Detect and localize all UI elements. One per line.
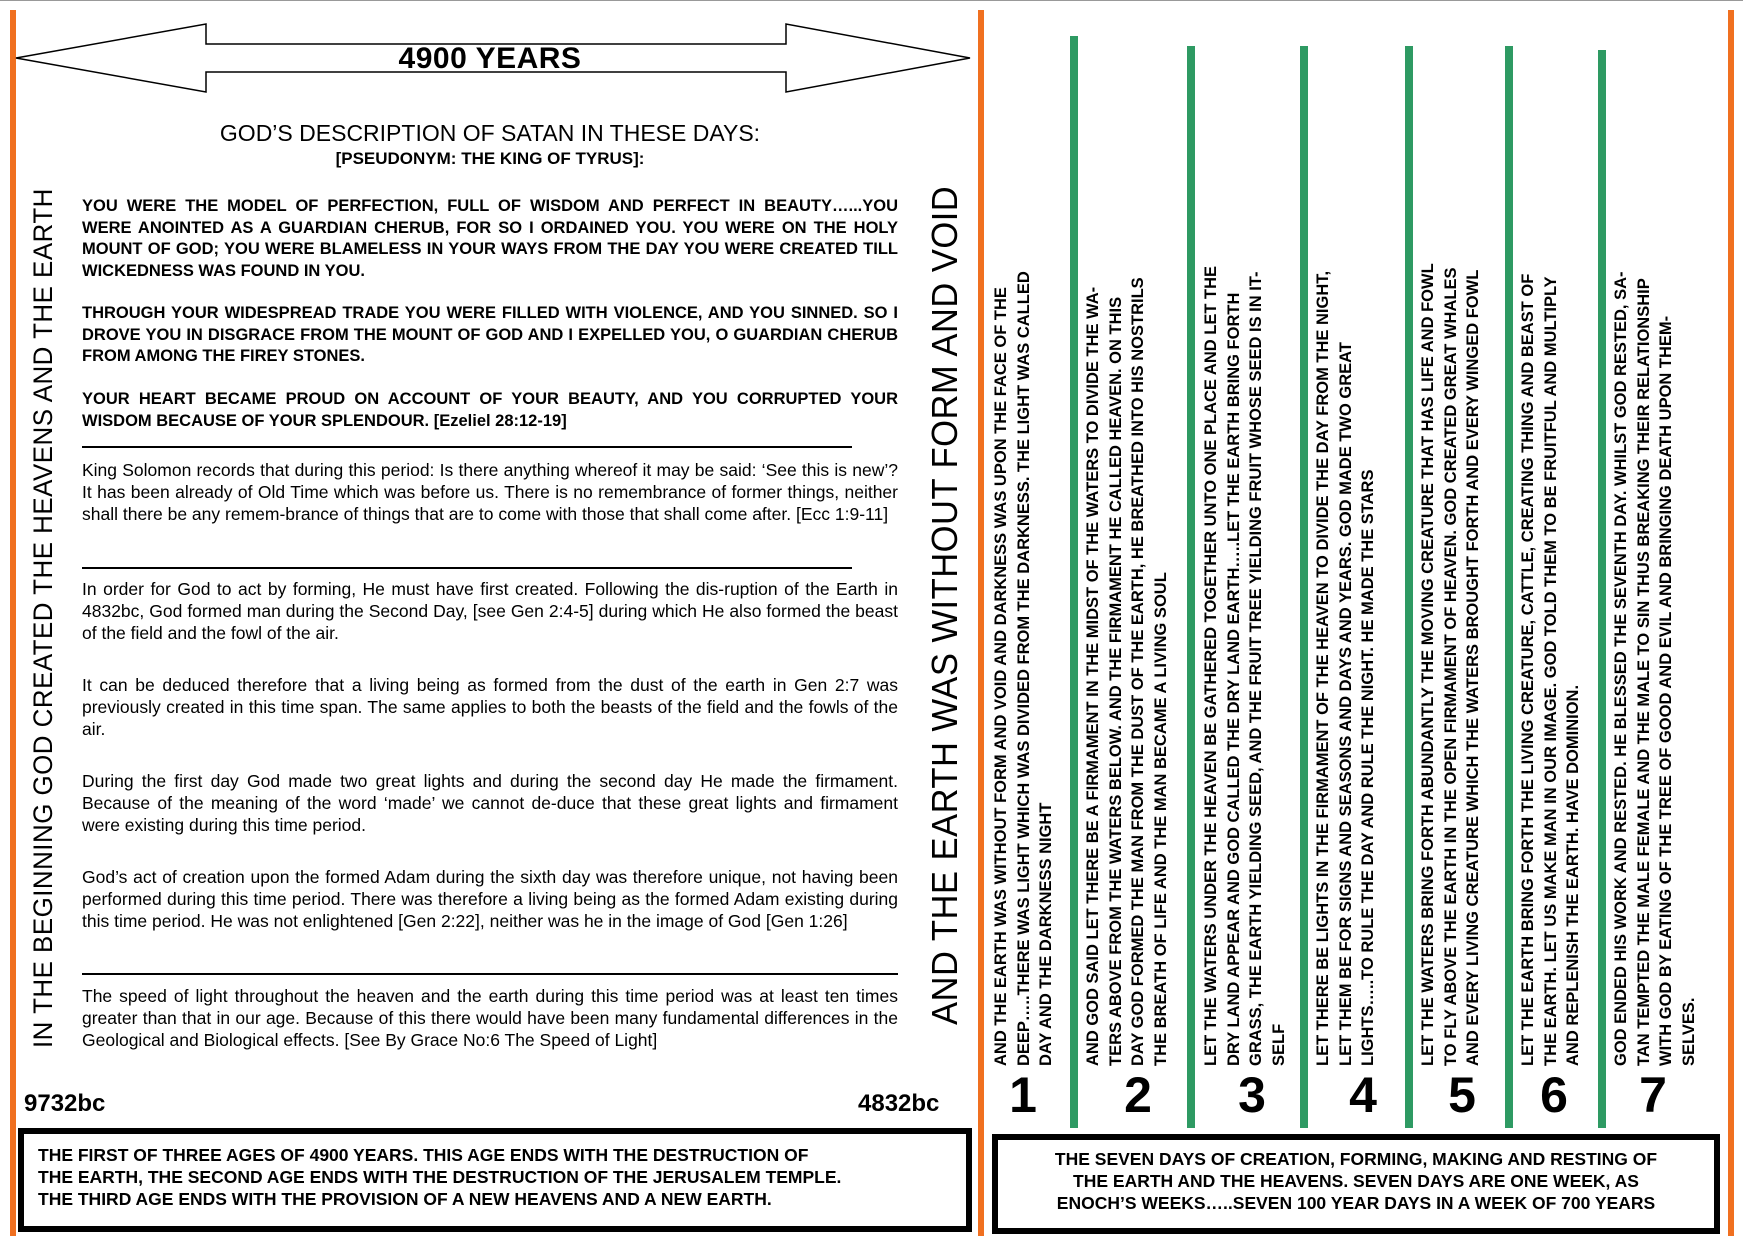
right-orange-border (1728, 10, 1734, 1236)
quote-paragraph-2: THROUGH YOUR WIDESPREAD TRADE YOU WERE FILLED WITH VIOLENCE, AND YOU SINNED. SO I DROVE YOU IN DISGRACE FROM THE MOUNT OF GOD AND I EXPELLED YOU, O GUARDIAN CHERUB FROM AMONG THE FIREY STONES. (82, 304, 898, 365)
end-date: 4832bc (858, 1090, 940, 1117)
divider-3 (82, 973, 898, 975)
day-4-number: 4 (1349, 1067, 1377, 1123)
divider-2 (82, 567, 852, 569)
day-2-line-2: TERS ABOVE FROM THE WATERS BELOW. AND THE FIRMAMENT HE CALLED HEAVEN. ON THIS (1106, 296, 1125, 1066)
day-3-line-4: SELF (1269, 1023, 1288, 1066)
body-paragraph-1: In order for God to act by forming, He must have first created. Following the dis-ruption of the Earth in 4832bc, God formed man during the Second Day, [see Gen 2:4-5] during which He also formed the beast of the field and the fowl of the air. (82, 579, 898, 643)
ages-box-line-1: THE FIRST OF THREE AGES OF 4900 YEARS. THIS AGE ENDS WITH THE DESTRUCTION OF (38, 1145, 809, 1165)
day-3-line-3: GRASS, THE EARTH YIELDING SEED, AND THE FRUIT TREE YIELDING FRUIT WHOSE SEED IS IN IT- (1247, 271, 1265, 1066)
solomon-paragraph: King Solomon records that during this period: Is there anything whereof it may be said: ‘See this is new’? It has been already of Old Time which was before us. There is no remembrance of former things, neither shall there be any remem-brance of things that are to come with those that shall come after. [Ecc 1:9-11] (82, 460, 898, 524)
divider-1 (82, 446, 852, 448)
day-5-line-1: LET THE WATERS BRING FORTH ABUNDANTLY THE MOVING CREATURE THAT HAS LIFE AND FOWL (1419, 263, 1437, 1066)
day-7-line-3: WITH GOD BY EATING OF THE TREE OF GOOD AND EVIL AND BRINGING DEATH UPON THEM- (1657, 315, 1675, 1066)
day-6-text (1517, 274, 1585, 1066)
day-1-number: 1 (1009, 1067, 1037, 1123)
day-6-line-2: THE EARTH. LET US MAKE MAN IN OUR IMAGE. GOD TOLD THEM TO BE FRUITFUL AND MULTIPLY (1541, 276, 1560, 1066)
day-7-text (1610, 271, 1700, 1066)
day-5-text (1417, 263, 1485, 1066)
day-4-line-2: LET THEM BE FOR SIGNS AND SEASONS AND DAYS AND YEARS. GOD MADE TWO GREAT (1336, 342, 1355, 1066)
day-3-line-2: DRY LAND APPEAR AND GOD CALLED THE DRY LAND EARTH…..LET THE EARTH BRING FORTH (1224, 292, 1243, 1066)
day-divider-4 (1405, 46, 1413, 1128)
day-7-line-2: TAN TEMPTED THE MALE FEMALE AND THE MALE TO SIN THUS BREAKING THEIR RELATIONSHIP (1634, 278, 1653, 1066)
ages-box-line-3: THE THIRD AGE ENDS WITH THE PROVISION OF A NEW HEAVENS AND A NEW EARTH. (38, 1189, 772, 1209)
day-1-line-1: AND THE EARTH WAS WITHOUT FORM AND VOID AND DARKNESS WAS UPON THE FACE OF THE (992, 287, 1010, 1066)
day-divider-6 (1598, 50, 1606, 1128)
day-2-number: 2 (1124, 1067, 1152, 1123)
top-rule (0, 0, 1743, 1)
day-7-number: 7 (1639, 1067, 1667, 1123)
light-paragraph: The speed of light throughout the heaven and the earth during this time period was at least ten times greater than that in our age. Because of this there would have been many fundamental differences in the Geological and Biological effects. [See By Grace No:6 The Speed of Light] (82, 986, 898, 1050)
day-7-line-1: GOD ENDED HIS WORK AND RESTED. HE BLESSED THE SEVENTH DAY. WHILST GOD RESTED, SA- (1612, 271, 1630, 1066)
day-divider-3 (1300, 46, 1308, 1128)
body-paragraph-2: It can be deduced therefore that a living being as formed from the dust of the earth in Gen 2:7 was previously created in this time span. The same applies to both the beasts of the field and the fowls of the air. (82, 675, 898, 739)
ages-box-line-2: THE EARTH, THE SECOND AGE ENDS WITH THE DESTRUCTION OF THE JERUSALEM TEMPLE. (38, 1167, 842, 1187)
day-1-text (990, 271, 1058, 1066)
seven-days-box-line-1: THE SEVEN DAYS OF CREATION, FORMING, MAKING AND RESTING OF (1054, 1149, 1658, 1169)
day-7-line-4: SELVES. (1679, 997, 1698, 1066)
day-6-number: 6 (1540, 1067, 1568, 1123)
quote-paragraph-1: YOU WERE THE MODEL OF PERFECTION, FULL OF WISDOM AND PERFECT IN BEAUTY…...YOU WERE ANOINTED AS A GUARDIAN CHERUB, FOR SO I ORDAINED YOU. YOU WERE ON THE HOLY MOUNT OF GOD; YOU WERE BLAMELESS IN YOUR WAYS FROM THE DAY YOU WERE CREATED TILL WICKEDNESS WAS FOUND IN YOU. (82, 197, 898, 280)
day-divider-2 (1187, 46, 1195, 1128)
day-3-number: 3 (1238, 1067, 1266, 1123)
day-2-line-4: THE BREATH OF LIFE AND THE MAN BECAME A LIVING SOUL (1151, 572, 1170, 1066)
day-3-line-1: LET THE WATERS UNDER THE HEAVEN BE GATHERED TOGETHER UNTO ONE PLACE AND LET THE (1202, 266, 1220, 1066)
left-orange-border (10, 10, 16, 1236)
day-6-line-1: LET THE EARTH BRING FORTH THE LIVING CREATURE, CATTLE, CREATING THING AND BEAST OF (1519, 273, 1537, 1066)
body-paragraph-3: During the first day God made two great lights and during the second day He made the firmament. Because of the meaning of the word ‘made’ we cannot de-duce that these great lights and firmament were existing during this time period. (82, 771, 898, 835)
body-paragraph-4: God’s act of creation upon the formed Adam during the sixth day was therefore unique, not having been performed during this time period. There was therefore a living being as the formed Adam existing during this time period. He was not enlightened [Gen 2:22], neither was he in the image of God [Gen 1:26] (82, 867, 898, 931)
day-1-line-2: DEEP…..THERE WAS LIGHT WHICH WAS DIVIDED FROM THE DARKNESS. THE LIGHT WAS CALLED (1014, 271, 1033, 1066)
ages-box (18, 1128, 972, 1232)
day-5-line-3: AND EVERY LIVING CREATURE WHICH THE WATERS BROUGHT FORTH AND EVERY WINGED FOWL (1464, 269, 1482, 1066)
day-5-line-2: TO FLY ABOVE THE EARTH IN THE OPEN FIRMAMENT OF HEAVEN. GOD CREATED GREAT WHALES (1441, 267, 1460, 1066)
day-1-line-3: DAY AND THE DARKNESS NIGHT (1037, 802, 1055, 1066)
seven-days-box-line-2: THE EARTH AND THE HEAVENS. SEVEN DAYS ARE ONE WEEK, AS (1073, 1171, 1639, 1191)
seven-days-box (992, 1134, 1720, 1234)
day-divider-1 (1070, 36, 1078, 1128)
day-6-line-3: AND REPLENISH THE EARTH. HAVE DOMINION. (1564, 684, 1582, 1066)
day-2-text (1082, 277, 1172, 1066)
day-divider-5 (1505, 46, 1513, 1128)
page-subtitle: [PSEUDONYM: THE KING OF TYRUS]: (335, 149, 645, 168)
left-vertical-text: IN THE BEGINNING GOD CREATED THE HEAVENS AND THE EARTH (28, 188, 58, 1048)
day-4-text (1312, 271, 1380, 1066)
timespan-label: 4900 YEARS (398, 42, 582, 75)
quote-paragraph-3: YOUR HEART BECAME PROUD ON ACCOUNT OF YOUR BEAUTY, AND YOU CORRUPTED YOUR WISDOM BECAUSE OF YOUR SPLENDOUR. [Ezeliel 28:12-19] (82, 390, 898, 430)
day-3-text (1200, 266, 1290, 1066)
center-orange-divider (978, 10, 984, 1236)
day-5-number: 5 (1448, 1067, 1476, 1123)
seven-days-box-line-3: ENOCH’S WEEKS…..SEVEN 100 YEAR DAYS IN A WEEK OF 700 YEARS (1056, 1193, 1656, 1213)
day-4-line-3: LIGHTS…..TO RULE THE DAY AND RULE THE NIGHT. HE MADE THE STARS (1359, 469, 1377, 1066)
start-date: 9732bc (24, 1090, 106, 1117)
day-2-line-3: DAY GOD FORMED THE MAN FROM THE DUST OF THE EARTH, HE BREATHED INTO HIS NOSTRILS (1129, 277, 1147, 1066)
page-title: GOD’S DESCRIPTION OF SATAN IN THESE DAYS: (219, 120, 761, 146)
day-2-line-1: AND GOD SAID LET THERE BE A FIRMAMENT IN THE MIDST OF THE WATERS TO DIVIDE THE WA- (1084, 286, 1102, 1066)
day-4-line-1: LET THERE BE LIGHTS IN THE FIRMAMENT OF THE HEAVEN TO DIVIDE THE DAY FROM THE NIGHT, (1314, 270, 1332, 1066)
center-vertical-text: AND THE EARTH WAS WITHOUT FORM AND VOID (924, 185, 965, 1025)
